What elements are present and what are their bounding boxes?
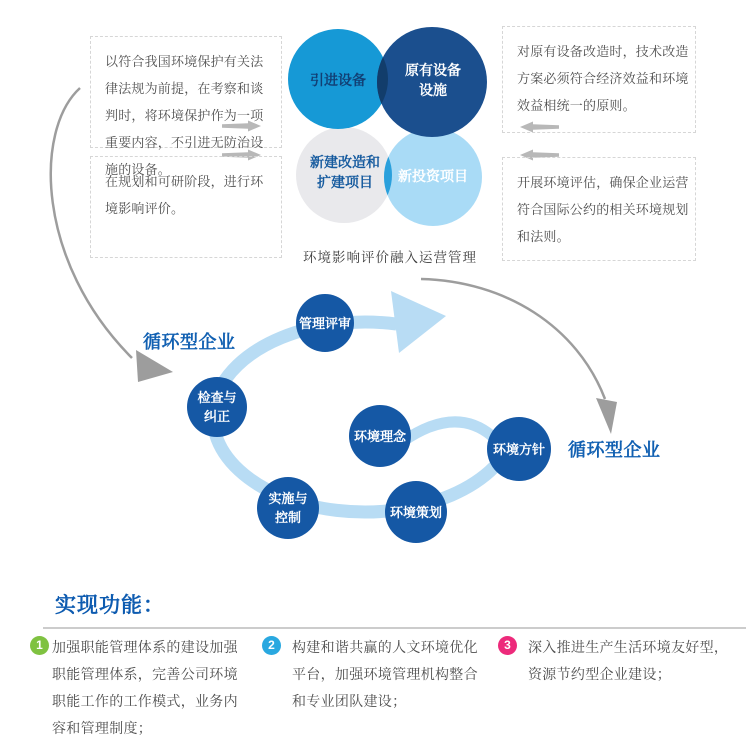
function-item-text: 深入推进生产生活环境友好型，资源节约型企业建设； — [528, 639, 729, 682]
cycle-node-label-management-review: 管理评审 — [298, 316, 351, 331]
note-box-bottom-right — [502, 157, 696, 261]
venn-label-new-expansion-projects: 新建改造和扩建项目 — [310, 154, 380, 190]
venn-label-imported-equipment: 引进设备 — [310, 72, 366, 88]
cycle-node-label-check-correct: 检查与纠正 — [197, 390, 237, 424]
cycle-node-label-environment-planning: 环境策划 — [389, 505, 442, 520]
function-item-text: 加强职能管理体系的建设加强职能管理体系，完善公司环境职能工作的工作模式，业务内容和管理制度； — [52, 639, 238, 736]
curved-arrow-right-head-icon — [596, 398, 617, 434]
item-number-badge: 2 — [262, 636, 281, 655]
venn-diagram — [288, 27, 487, 226]
cycle-arrow-head-icon — [391, 291, 446, 353]
section-divider — [43, 627, 746, 629]
note-box-top-left — [90, 36, 282, 177]
curved-arrow-right-icon — [421, 279, 605, 399]
note-box-top-right — [502, 26, 696, 133]
cycle-node-label-environment-concept: 环境理念 — [353, 429, 406, 444]
note-box-bottom-left — [90, 156, 282, 258]
venn-label-new-investment-projects: 新投资项目 — [398, 168, 468, 184]
venn-label-existing-equipment: 原有设备设施 — [405, 62, 461, 98]
venn-caption: 环境影响评价融入运营管理 — [303, 250, 477, 265]
curved-arrow-left-head-icon — [136, 350, 173, 382]
note-text: 开展环境评估，确保企业运营符合国际公约的相关环境规划和法则。 — [517, 175, 689, 244]
note-text: 以符合我国环境保护有关法律法规为前提，在考察和谈判时，将环境保护作为一项重要内容，不引进无防治设施的设备。 — [105, 54, 264, 177]
cycle-label-right: 循环型企业 — [568, 440, 661, 460]
note-text: 在规划和可研阶段，进行环境影响评价。 — [105, 174, 264, 216]
item-number-badge: 1 — [30, 636, 49, 655]
cycle-node-label-implement-control: 实施与控制 — [268, 491, 308, 525]
note-text: 对原有设备改造时，技术改造方案必须符合经济效益和环境效益相统一的原则。 — [517, 44, 689, 113]
cycle-label-left: 循环型企业 — [143, 332, 236, 352]
cycle-node-label-environment-policy: 环境方针 — [492, 442, 545, 457]
item-number-badge: 3 — [498, 636, 517, 655]
function-item-text: 构建和谐共赢的人文环境优化平台，加强环境管理机构整合和专业团队建设； — [292, 639, 478, 709]
section-heading: 实现功能： — [55, 594, 165, 617]
